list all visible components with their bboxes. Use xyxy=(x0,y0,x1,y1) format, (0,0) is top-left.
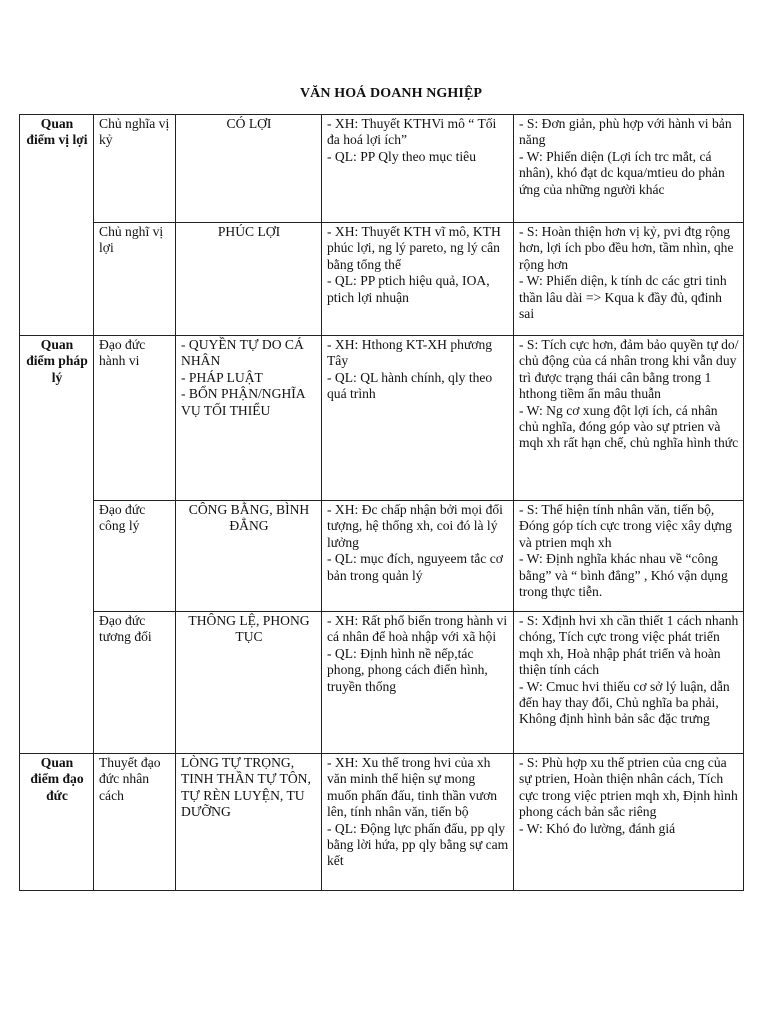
value-line: - PHÁP LUẬT xyxy=(181,369,263,385)
row-strength-weakness xyxy=(514,754,744,891)
xh-line: - XH: Đc chấp nhận bởi mọi đối tượng, hệ thống xh, coi đó là lý lưởng xyxy=(327,502,503,550)
row-value: PHÚC LỢI xyxy=(176,223,322,336)
ethics-table xyxy=(19,114,744,891)
group-label-vi-loi: Quan điểm vị lợi xyxy=(20,115,94,336)
value-line: - BỔN PHẬN/NGHĨA VỤ TỐI THIỂU xyxy=(181,386,305,418)
strength-line: - S: Tích cực hơn, đảm bảo quyền tự do/ chủ động của cá nhân trong khi vẫn duy trì được trạng thái cân bằng trong 1 hthong tiềm ẩn mâu thuẫn xyxy=(519,337,739,402)
row-value: THÔNG LỆ, PHONG TỤC xyxy=(176,612,322,754)
row-strength-weakness xyxy=(514,336,744,501)
row-type: Chủ nghĩ vị lợi xyxy=(94,223,176,336)
ql-line: - QL: Động lực phấn đấu, pp qly bằng lời hứa, pp qly bằng sự cam kết xyxy=(327,820,509,869)
row-xh-ql xyxy=(322,612,514,754)
weakness-line: - W: Cmuc hvi thiếu cơ sở lý luận, dẫn đến hay thay đổi, Chủ nghĩa ba phải, Không định hình bản sắc đặc trưng xyxy=(519,678,730,727)
row-type: Chủ nghĩa vị kỷ xyxy=(94,115,176,223)
xh-line: - XH: Rất phổ biến trong hành vi cá nhân để hoà nhập với xã hội xyxy=(327,613,508,645)
table-row xyxy=(20,501,744,612)
ql-line: - QL: QL hành chính, qly theo quá trình xyxy=(327,369,493,402)
row-value: CÔNG BẰNG, BÌNH ĐẲNG xyxy=(176,501,322,612)
strength-line: - S: Hoàn thiện hơn vị kỷ, pvi đtg rộng hơn, lợi ích pbo đều hơn, tầm nhìn, qhe rộng hơn xyxy=(519,224,734,272)
ql-line: - QL: Định hình nề nếp,tác phong, phong cách điển hình, truyền thống xyxy=(327,645,488,694)
row-type: Đạo đức công lý xyxy=(94,501,176,612)
row-xh-ql xyxy=(322,115,514,223)
ql-line: - QL: PP Qly theo mục tiêu xyxy=(327,148,477,164)
row-value xyxy=(176,336,322,501)
weakness-line: - W: Phiến diện (Lợi ích trc mắt, cá nhân), khó đạt dc kqua/mtieu do phản ứng của những người khác xyxy=(519,148,725,197)
weakness-line: - W: Ng cơ xung đột lợi ích, cá nhân chủ nghĩa, đóng góp vào sự ptrien và mqh xh rất hạn chế, chủ nghĩa hình thức xyxy=(519,402,739,451)
strength-line: - S: Thể hiện tính nhân văn, tiến bộ, Đóng góp tích cực trong việc xây dựng và ptrien mqh xh xyxy=(519,502,732,550)
xh-line: - XH: Thuyết KTH vĩ mô, KTH phúc lợi, ng lý pareto, ng lý cân bằng tổng thể xyxy=(327,224,501,272)
document-title: VĂN HOÁ DOANH NGHIỆP xyxy=(299,86,483,101)
row-type: Đạo đức hành vi xyxy=(94,336,176,501)
strength-line: - S: Xđịnh hvi xh cần thiết 1 cách nhanh chóng, Tích cực trong việc phát triển mqh xh, Hoà nhập phát triển và hoàn thiện tính cách xyxy=(519,613,739,678)
weakness-line: - W: Khó đo lường, đánh giá xyxy=(519,820,676,836)
table-row xyxy=(20,336,744,501)
ql-line: - QL: PP ptich hiệu quả, IOA, ptich lợi nhuận xyxy=(327,273,490,305)
row-type: Đạo đức tương đối xyxy=(94,612,176,754)
ql-line: - QL: mục đích, nguyeem tắc cơ bản trong quản lý xyxy=(327,551,503,583)
xh-line: - XH: Xu thế trong hvi của xh văn minh thể hiện sự mong muốn phấn đấu, tinh thần vươn lên, tính nhân văn, tiến bộ xyxy=(327,755,498,820)
row-type: Thuyết đạo đức nhân cách xyxy=(94,754,176,891)
strength-line: - S: Đơn giản, phù hợp với hành vi bản năng xyxy=(519,116,732,148)
weakness-line: - W: Phiến diện, k tính dc các gtri tinh thần lâu dài => Kqua k đầy đủ, qđinh sai xyxy=(519,273,727,322)
group-label-dao-duc: Quan điểm đạo đức xyxy=(20,754,94,891)
table-row xyxy=(20,223,744,336)
table-row xyxy=(20,612,744,754)
row-strength-weakness xyxy=(514,115,744,223)
row-xh-ql xyxy=(322,754,514,891)
xh-line: - XH: Thuyết KTHVi mô “ Tối đa hoá lợi ích” xyxy=(327,116,497,148)
row-value: CÓ LỢI xyxy=(176,115,322,223)
row-strength-weakness xyxy=(514,223,744,336)
weakness-line: - W: Định nghĩa khác nhau về “công bằng” và “ bình đẳng” , Khó vận dụng trong thực tiễn. xyxy=(519,551,728,600)
strength-line: - S: Phù hợp xu thế ptrien của cng của sự ptrien, Hoàn thiện nhân cách, Tích cực trong việc ptrien mqh xh, Định hình phong cách bản sắc riêng xyxy=(519,755,738,820)
xh-line: - XH: Hthong KT-XH phương Tây xyxy=(327,337,493,369)
row-xh-ql xyxy=(322,501,514,612)
row-strength-weakness xyxy=(514,501,744,612)
value-line: - QUYỀN TỰ DO CÁ NHÂN xyxy=(181,337,304,369)
group-label-phap-ly: Quan điểm pháp lý xyxy=(20,336,94,754)
row-value: LÒNG TỰ TRỌNG, TINH THẦN TỰ TÔN, TỰ RÈN LUYỆN, TU DƯỠNG xyxy=(176,754,322,891)
table-row xyxy=(20,754,744,891)
row-strength-weakness xyxy=(514,612,744,754)
row-xh-ql xyxy=(322,223,514,336)
table-row xyxy=(20,115,744,223)
row-xh-ql xyxy=(322,336,514,501)
